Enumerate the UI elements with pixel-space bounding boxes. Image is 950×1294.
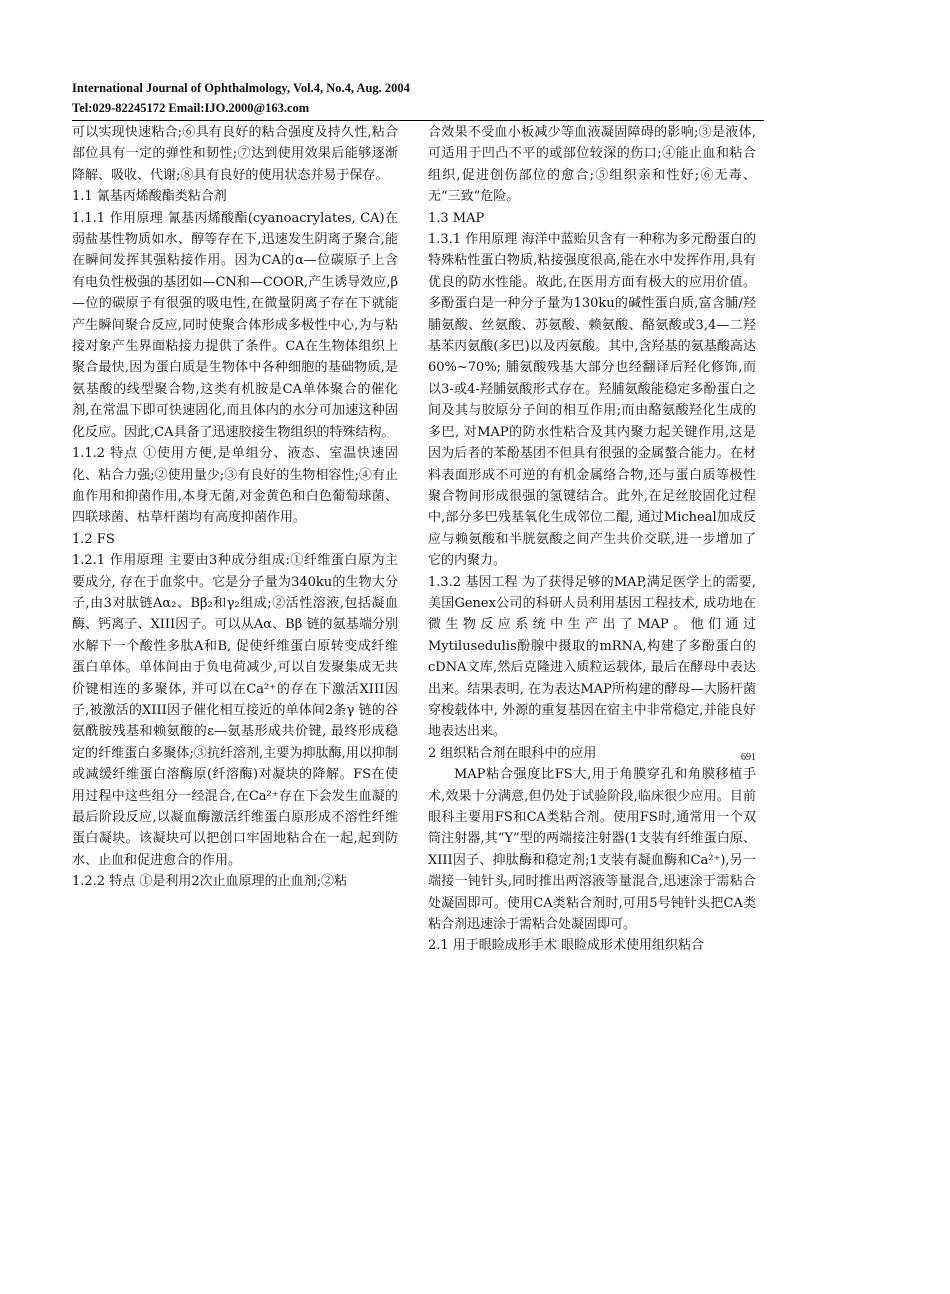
section-heading-1-3: 1.3 MAP — [428, 210, 485, 226]
paragraph-1-3-1: 1.3.1 作用原理 海洋中蓝贻贝含有一种称为多元酚蛋白的特殊粘性蛋白物质,粘接强度很高,能在水中发挥作用,具有优良的防水性能。故此,在医用方面有极大的应用价值。多酚蛋白是一种分子量为130ku的碱性蛋白质,富含脯/羟脯氨酸、丝氨酸、苏氨酸、赖氨酸、酪氨酸或3,4—二羟基苯丙氨酸(多巴)以及丙氨酸。其中,含羟基的氨基酸高达60%~70%; 脯氨酸残基大部分也经翻译后羟化修饰,而以3-或4-羟脯氨酸形式存在。羟脯氨酸能稳定多酚蛋白之间及其与胶原分子间的相互作用;而由酪氨酸羟化生成的多巴, 对MAP的防水性粘合及其内聚力起关键作用,这是因为后者的苯酚基团不但具有很强的金属螯合能力。在材料表面形成不可逆的有机金属络合物,还与蛋白质等极性聚合物间形成很强的氢键结合。此外,在足丝胶固化过程中,部分多巴残基氧化生成邻位二醌, 通过Micheal加成反应与赖氨酸和半胱氨酸之间产生共价交联,进一步增加了它的内聚力。 — [428, 232, 756, 569]
journal-contact: Tel:029-82245172 Email:IJO.2000@163.com — [72, 101, 310, 115]
left-column — [72, 122, 398, 893]
section-heading-1-1: 1.1 氰基丙烯酸酯类粘合剂 — [72, 189, 227, 205]
section-heading-2: 2 组织粘合剂在眼科中的应用 — [428, 745, 597, 761]
paragraph-2-intro: MAP粘合强度比FS大,用于角膜穿孔和角膜移植手术,效果十分满意,但仍处于试验阶段,临床很少应用。目前眼科主要用FS和CA类粘合剂。使用FS时,通常用一个双筒注射器,其“Y”型的两端接注射器(1支装有纤维蛋白原、XIII因子、抑肽酶和稳定剂;1支装有凝血酶和Ca²⁺),另一端接一钝针头,同时推出两溶液等量混合,迅速涂于需粘合处凝固即可。使用CA类粘合剂时,可用5号钝针头把CA类粘合剂迅速涂于需粘合处凝固即可。 — [428, 767, 756, 933]
journal-citation: International Journal of Ophthalmology, Vol.4, No.4, Aug. 2004 — [72, 81, 410, 95]
paragraph-continuation: 可以实现快速粘合;⑥具有良好的粘合强度及持久性,粘合部位具有一定的弹性和韧性;⑦达到使用效果后能够逐渐降解、吸收、代谢;⑧具有良好的使用状态并易于保存。 — [72, 125, 398, 183]
header-rule — [72, 120, 764, 121]
paragraph-1-1-2: 1.1.2 特点 ①使用方便,是单组分、液态、室温快速固化、粘合力强;②使用量少;③有良好的生物相容性;④有止血作用和抑菌作用,本身无菌,对金黄色和白色葡萄球菌、四联球菌、枯草杆菌均有高度抑菌作用。 — [72, 446, 398, 526]
paragraph-1-2-2: 1.2.2 特点 ①是利用2次止血原理的止血剂;②粘 — [72, 874, 347, 890]
running-header — [72, 78, 892, 118]
right-column — [428, 122, 756, 957]
paragraph-1-2-2-continued: 合效果不受血小板减少等血液凝固障碍的影响;③是液体, 可适用于凹凸不平的或部位较深的伤口;④能止血和粘合组织,促进创伤部位的愈合;⑤组织亲和性好;⑥无毒、无“三致”危险。 — [428, 125, 756, 205]
paragraph-1-2-1: 1.2.1 作用原理 主要由3种成分组成:①纤维蛋白原为主要成分, 存在于血浆中。它是分子量为340ku的生物大分子,由3对肽链Aα₂、Bβ₂和γ₂组成;②活性溶液,包括凝血酶、钙离子、XIII因子。可以从Aα、Bβ 链的氨基端分别水解下一个酸性多肽A和B, 促使纤维蛋白原转变成纤维蛋白单体。单体间由于负电荷减少,可以自发聚集成无共价键相连的多聚体, 并可以在Ca²⁺的存在下激活XIII因子,被激活的XIII因子催化相互接近的单体间2条γ 链的谷氨酰胺残基和赖氨酸的ε—氨基形成共价键, 最终形成稳定的纤维蛋白多聚体;③抗纤溶剂,主要为抑肽酶,用以抑制或减缓纤维蛋白溶酶原(纤溶酶)对凝块的降解。FS在使用过程中这些组分一经混合,在Ca²⁺存在下会发生血凝的最后阶段反应,以凝血酶激活纤维蛋白原形成不溶性纤维蛋白凝块。该凝块可以把创口牢固地粘合在一起,起到防水、止血和促进愈合的作用。 — [72, 553, 398, 868]
paragraph-2-1: 2.1 用于眼睑成形手术 眼睑成形术使用组织粘合 — [428, 938, 704, 954]
paragraph-1-3-2: 1.3.2 基因工程 为了获得足够的MAP,满足医学上的需要,美国Genex公司的科研人员利用基因工程技术, 成功地在微生物反应系统中生产出了MAP。他们通过Mytilusedulis酚腺中摄取的mRNA,构建了多酚蛋白的cDNA文库,然后克隆进入质粒运载体, 最后在酵母中表达出来。结果表明, 在为表达MAP所构建的酵母—大肠杆菌穿梭载体中, 外源的重复基因在宿主中非常稳定,并能良好地表达出来。 — [428, 574, 756, 740]
paragraph-1-1-1: 1.1.1 作用原理 氰基丙烯酸酯(cyanoacrylates, CA)在弱盐基性物质如水、醇等存在下,迅速发生阴离子聚合,能在瞬间发挥其强粘接作用。因为CA的α—位碳原子上含有电负性极强的基团如—CN和—COOR,产生诱导效应,β—位的碳原子有很强的吸电性,在微量阴离子存在下就能产生瞬间聚合反应,同时使聚合体形成多极性中心,为与粘接对象产生界面粘接力提供了条件。CA在生物体组织上聚合最快,因为蛋白质是生物体中各种细胞的基础物质,是氨基酸的线型聚合物,这类有机胺是CA单体聚合的催化剂,在常温下即可快速固化,而且体内的水分可加速这种固化反应。因此,CA具备了迅速胶接生物组织的特殊结构。 — [72, 210, 398, 440]
section-heading-1-2: 1.2 FS — [72, 531, 115, 547]
page-number: 691 — [741, 752, 756, 763]
